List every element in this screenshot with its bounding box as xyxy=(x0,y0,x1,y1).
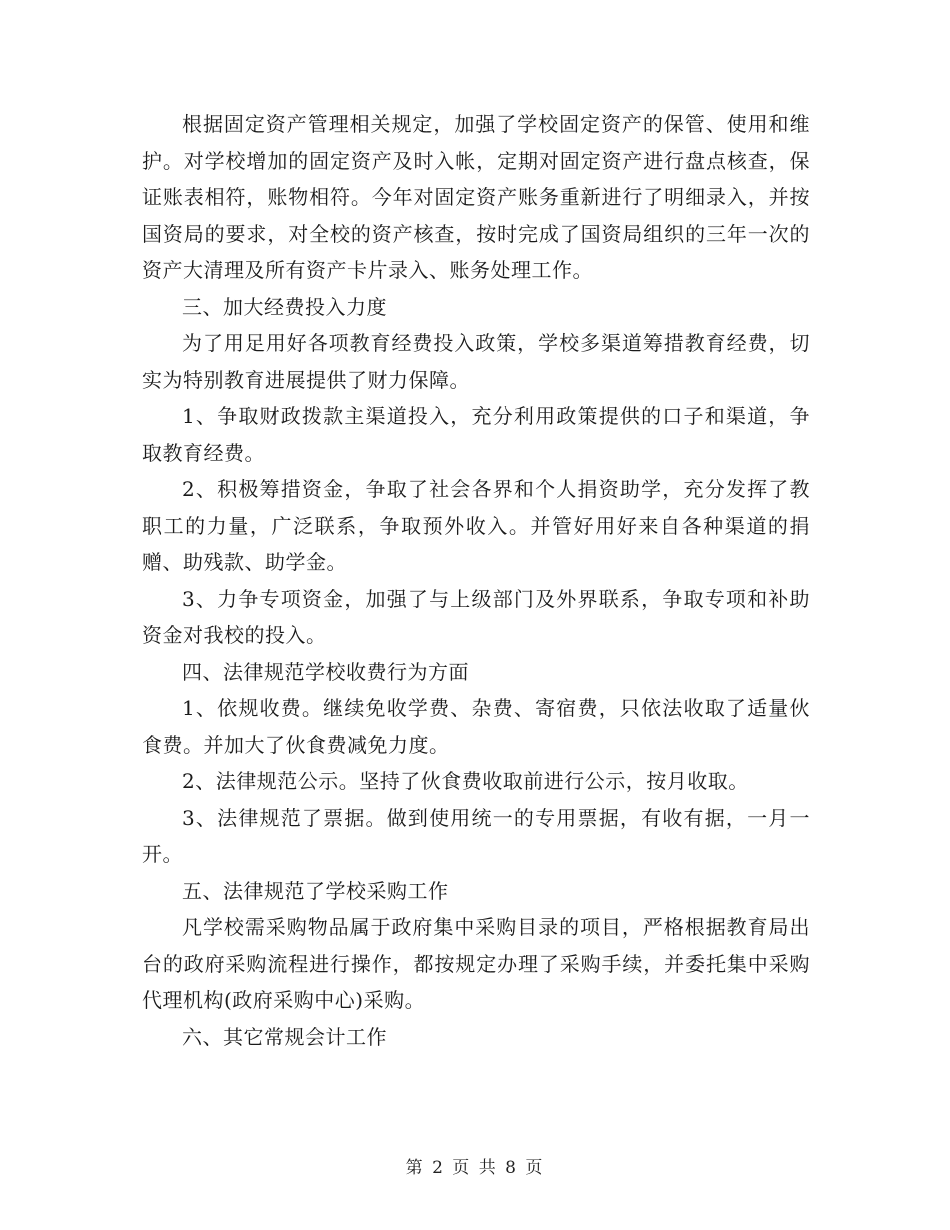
document-body xyxy=(142,106,810,1055)
paragraph-funding-item-3: 3、力争专项资金，加强了与上级部门及外界联系，争取专项和补助资金对我校的投入。 xyxy=(142,586,810,647)
paragraph-fees-item-3: 3、法律规范了票据。做到使用统一的专用票据，有收有据，一月一开。 xyxy=(142,805,810,866)
section-heading-procurement: 五、法律规范了学校采购工作 xyxy=(182,878,449,903)
paragraph-fees-item-1: 1、依规收费。继续免收学费、杂费、寄宿费，只依法收取了适量伙食费。并加大了伙食费减免力度。 xyxy=(142,696,810,757)
paragraph-fixed-assets: 根据固定资产管理相关规定，加强了学校固定资产的保管、使用和维护。对学校增加的固定资产及时入帐，定期对固定资产进行盘点核查，保证账表相符，账物相符。今年对固定资产账务重新进行了明细录入，并按国资局的要求，对全校的资产核查，按时完成了国资局组织的三年一次的资产大清理及所有资产卡片录入、账务处理工作。 xyxy=(142,112,810,282)
page-number-footer: 第 2 页 共 8 页 xyxy=(405,1158,545,1178)
section-heading-other-accounting: 六、其它常规会计工作 xyxy=(182,1024,387,1049)
paragraph-procurement: 凡学校需采购物品属于政府集中采购目录的项目，严格根据教育局出台的政府采购流程进行操作，都按规定办理了采购手续，并委托集中采购代理机构(政府采购中心)采购。 xyxy=(142,915,810,1012)
section-heading-fees: 四、法律规范学校收费行为方面 xyxy=(182,659,469,684)
paragraph-fees-item-2: 2、法律规范公示。坚持了伙食费收取前进行公示，按月收取。 xyxy=(182,769,749,793)
paragraph-funding-item-2: 2、积极筹措资金，争取了社会各界和个人捐资助学，充分发挥了教职工的力量，广泛联系，争取预外收入。并管好用好来自各种渠道的捐赠、助残款、助学金。 xyxy=(142,477,810,574)
paragraph-funding-intro: 为了用足用好各项教育经费投入政策，学校多渠道筹措教育经费，切实为特别教育进展提供了财力保障。 xyxy=(142,331,810,392)
paragraph-funding-item-1: 1、争取财政拨款主渠道投入，充分利用政策提供的口子和渠道，争取教育经费。 xyxy=(142,404,810,465)
section-heading-funding: 三、加大经费投入力度 xyxy=(182,294,387,319)
